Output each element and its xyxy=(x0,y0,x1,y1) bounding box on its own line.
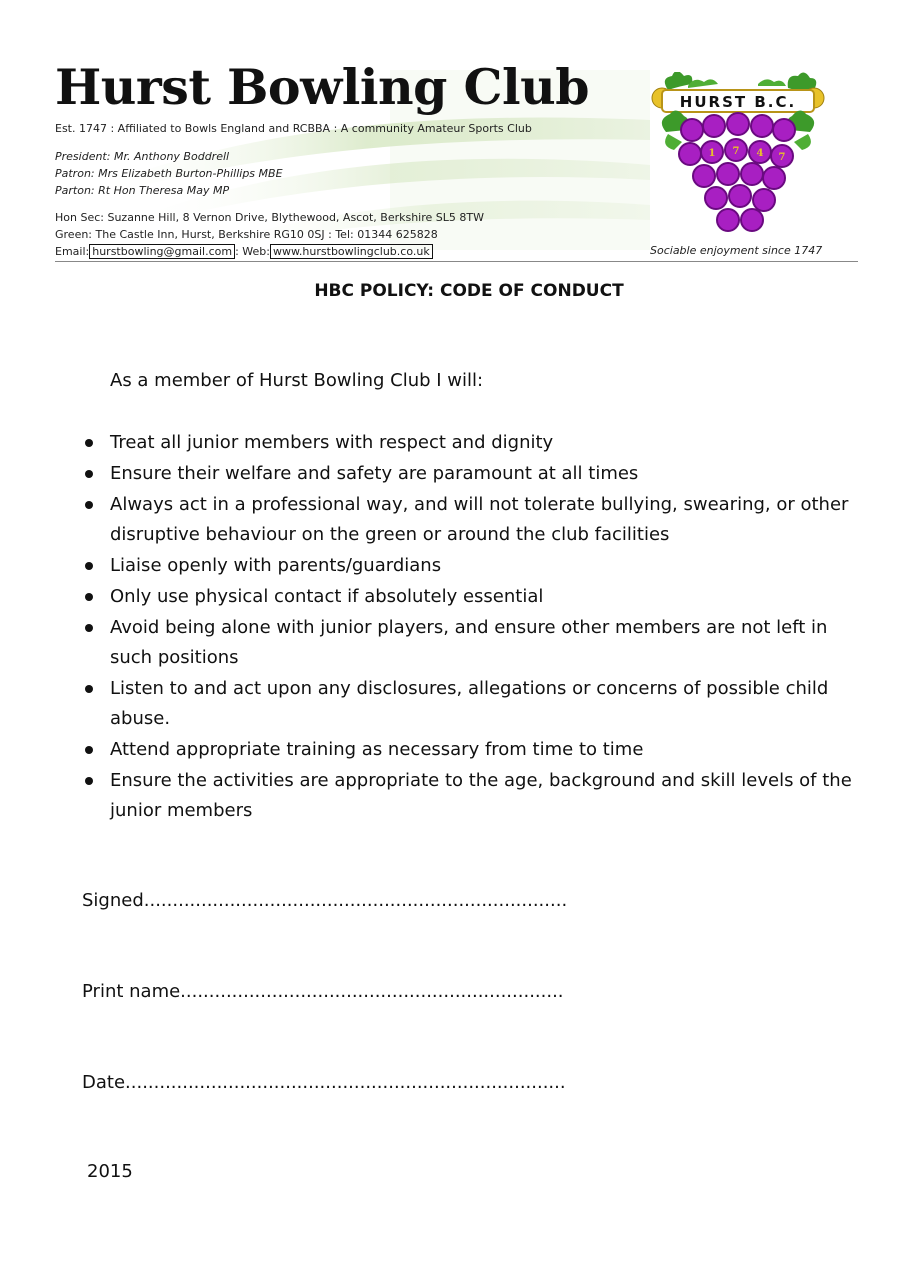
bullet-icon xyxy=(85,624,93,632)
logo-banner-text: HURST B.C. xyxy=(679,93,797,111)
conduct-item xyxy=(82,459,857,489)
bullet-icon xyxy=(85,746,93,754)
club-officers xyxy=(55,148,283,199)
officer-parton: Parton: Rt Hon Theresa May MP xyxy=(55,184,230,197)
bullet-icon xyxy=(85,439,93,447)
conduct-item-text: Liaise openly with parents/guardians xyxy=(110,555,442,576)
bullet-icon xyxy=(85,562,93,570)
conduct-item xyxy=(82,582,857,612)
conduct-item xyxy=(82,674,857,734)
conduct-item-text: Treat all junior members with respect and dignity xyxy=(110,432,554,453)
intro-statement: As a member of Hurst Bowling Club I will: xyxy=(110,370,484,391)
logo-digit-1: 1 xyxy=(708,148,716,159)
conduct-item xyxy=(82,766,857,826)
conduct-item-text: Ensure the activities are appropriate to the age, background and skill levels of the junior members xyxy=(110,770,852,821)
bullet-icon xyxy=(85,685,93,693)
document-title: HBC POLICY: CODE OF CONDUCT xyxy=(314,281,624,301)
email-link[interactable]: hurstbowling@gmail.com xyxy=(89,244,235,259)
club-name-heading: Hurst Bowling Club xyxy=(55,58,589,116)
header-divider xyxy=(55,261,858,262)
bullet-icon xyxy=(85,501,93,509)
bullet-icon xyxy=(85,777,93,785)
conduct-item-text: Listen to and act upon any disclosures, allegations or concerns of possible child abuse. xyxy=(110,678,829,729)
bullet-icon xyxy=(85,470,93,478)
email-label: Email: xyxy=(55,245,90,258)
officer-patron: Patron: Mrs Elizabeth Burton-Phillips MBE xyxy=(55,167,283,180)
conduct-item-text: Only use physical contact if absolutely essential xyxy=(110,586,544,607)
bullet-icon xyxy=(85,593,93,601)
club-tagline: Sociable enjoyment since 1747 xyxy=(650,244,823,257)
club-established-line: Est. 1747 : Affiliated to Bowls England and RCBBA : A community Amateur Sports Club xyxy=(55,122,532,135)
conduct-item xyxy=(82,490,857,550)
logo-digit-3: 4 xyxy=(756,148,764,159)
conduct-item-text: Ensure their welfare and safety are paramount at all times xyxy=(110,463,639,484)
date-field[interactable]: Date............................................................................. xyxy=(82,1072,566,1093)
logo-digit-4: 7 xyxy=(778,152,786,163)
conduct-item xyxy=(82,613,857,673)
grape-bunch xyxy=(679,113,795,231)
conduct-item-text: Always act in a professional way, and will not tolerate bullying, swearing, or other disruptive behaviour on the green or around the club facilities xyxy=(110,494,849,545)
club-logo xyxy=(648,72,828,240)
conduct-item xyxy=(82,428,857,458)
green-address: Green: The Castle Inn, Hurst, Berkshire RG10 0SJ : Tel: 01344 625828 xyxy=(55,228,438,241)
print-name-field[interactable]: Print name................................................................... xyxy=(82,981,564,1002)
email-web-line xyxy=(55,243,484,260)
conduct-list xyxy=(82,428,857,827)
conduct-item xyxy=(82,551,857,581)
web-label: : Web: xyxy=(235,245,270,258)
officer-president: President: Mr. Anthony Boddrell xyxy=(55,150,230,163)
conduct-item-text: Attend appropriate training as necessary from time to time xyxy=(110,739,644,760)
signed-field[interactable]: Signed.......................................................................... xyxy=(82,890,568,911)
conduct-item-text: Avoid being alone with junior players, and ensure other members are not left in such positions xyxy=(110,617,828,668)
conduct-item xyxy=(82,735,857,765)
website-link[interactable]: www.hurstbowlingclub.co.uk xyxy=(270,244,433,259)
logo-digit-2: 7 xyxy=(732,146,740,157)
club-contact-block xyxy=(55,209,484,260)
document-year: 2015 xyxy=(87,1161,133,1182)
hon-sec-address: Hon Sec: Suzanne Hill, 8 Vernon Drive, Blythewood, Ascot, Berkshire SL5 8TW xyxy=(55,211,484,224)
